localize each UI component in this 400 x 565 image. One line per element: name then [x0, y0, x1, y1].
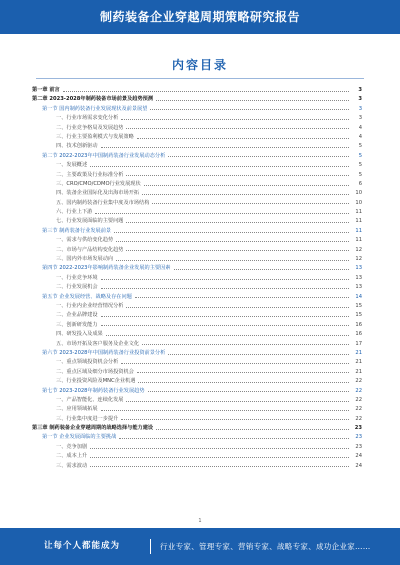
- toc-entry-label: 二、行业发展机会: [56, 284, 98, 291]
- toc-entry-page: 11: [355, 237, 362, 244]
- toc-entry-page: 24: [355, 453, 362, 460]
- toc-entry-label: 一、行业市场需求变化分析: [56, 115, 119, 122]
- toc-entry-label: 三、创新研发能力: [56, 321, 98, 328]
- toc-entry-page: 3: [358, 87, 362, 93]
- toc-leader-dots: [119, 437, 349, 439]
- toc-entry[interactable]: [32, 405, 362, 414]
- toc-heading: 内容目录: [171, 58, 228, 72]
- toc-leader-dots: [90, 165, 349, 167]
- toc-leader-dots: [116, 259, 349, 261]
- toc-entry-label: 三、行业集中度进一步提升: [56, 415, 119, 422]
- toc-entry[interactable]: [32, 433, 362, 442]
- toc-leader-dots: [148, 390, 349, 392]
- toc-leader-dots: [101, 324, 349, 326]
- toc-entry-label: 第五节 企业发展经营、战略及存在问题: [42, 293, 132, 300]
- toc-entry[interactable]: [32, 264, 362, 273]
- toc-leader-dots: [138, 381, 349, 383]
- toc-entry[interactable]: [32, 462, 362, 471]
- toc-entry[interactable]: [32, 208, 362, 217]
- toc-entry[interactable]: [32, 274, 362, 283]
- toc-entry-page: 21: [355, 359, 362, 366]
- toc-entry[interactable]: [32, 396, 362, 405]
- toc-entry-page: 22: [355, 396, 362, 403]
- toc-entry-label: 二、应用领域拓展: [56, 406, 98, 413]
- toc-entry-label: 第三节 制药装备行业发展前景: [42, 227, 112, 234]
- toc-entry-label: 二、主要政策及行业标准分析: [56, 171, 124, 178]
- toc-entry-label: 一、行业内企业经营情况分析: [56, 302, 124, 309]
- toc-entry[interactable]: [32, 330, 362, 339]
- toc-entry-page: 23: [355, 443, 362, 450]
- toc-entry-page: 16: [355, 331, 362, 338]
- table-of-contents: [32, 86, 362, 471]
- toc-entry-label: 一、竞争加剧: [56, 443, 88, 450]
- toc-entry-page: 11: [355, 218, 362, 225]
- toc-entry[interactable]: [32, 124, 362, 133]
- toc-entry-label: 六、行业上下游: [56, 209, 93, 216]
- toc-leader-dots: [126, 400, 349, 402]
- toc-entry-label: 第一章 前言: [32, 87, 60, 93]
- toc-leader-dots: [142, 193, 349, 195]
- toc-entry[interactable]: [32, 133, 362, 142]
- toc-entry-page: 13: [355, 284, 362, 291]
- toc-entry-page: 17: [355, 340, 362, 347]
- toc-entry[interactable]: [32, 293, 362, 302]
- toc-entry-page: 24: [355, 462, 362, 469]
- toc-entry[interactable]: [32, 246, 362, 255]
- toc-entry-page: 11: [355, 209, 362, 216]
- toc-entry-label: 第一节 国内制药装备行业发展现状及前景展望: [42, 105, 148, 112]
- toc-entry-page: 10: [355, 190, 362, 197]
- toc-entry-page: 4: [358, 124, 362, 131]
- toc-entry[interactable]: [32, 340, 362, 349]
- toc-entry[interactable]: [32, 152, 362, 161]
- toc-entry[interactable]: [32, 189, 362, 198]
- toc-entry-label: 一、需求与供给变化趋势: [56, 237, 114, 244]
- toc-entry[interactable]: [32, 349, 362, 358]
- report-header-bar: [0, 0, 400, 34]
- toc-entry-label: 第二章 2023-2028年制药装备市场前景及趋势预测: [32, 96, 154, 103]
- toc-entry[interactable]: [32, 368, 362, 377]
- toc-leader-dots: [101, 409, 349, 411]
- toc-entry-label: 第二节 2022-2023年中国制药装备行业发展动态分析: [42, 152, 166, 159]
- toc-entry[interactable]: [32, 302, 362, 311]
- toc-entry[interactable]: [32, 171, 362, 180]
- toc-entry-label: 三、CRO/CMO/CDMO行业发展现状: [56, 180, 141, 187]
- toc-entry-label: 二、成本上升: [56, 453, 88, 460]
- toc-entry-page: 22: [355, 415, 362, 422]
- toc-entry[interactable]: [32, 142, 362, 151]
- toc-leader-dots: [121, 418, 349, 420]
- toc-entry-page: 16: [355, 321, 362, 328]
- toc-leader-dots: [126, 221, 349, 223]
- footer-slogan: 让每个人都能成为: [44, 541, 121, 551]
- toc-entry-label: 四、研发投入及成果: [56, 331, 103, 338]
- toc-entry-label: 一、行业竞争环境: [56, 274, 98, 281]
- toc-entry[interactable]: [32, 387, 362, 396]
- toc-entry[interactable]: [32, 95, 362, 104]
- toc-entry[interactable]: [32, 86, 362, 95]
- report-title: 制药装备企业穿越周期策略研究报告: [99, 10, 300, 24]
- toc-leader-dots: [90, 447, 349, 449]
- toc-entry-page: 15: [355, 302, 362, 309]
- toc-entry-label: 四、技术创新驱动: [56, 143, 98, 150]
- toc-entry-page: 10: [355, 199, 362, 206]
- toc-leader-dots: [137, 137, 349, 139]
- toc-leader-dots: [126, 306, 349, 308]
- toc-leader-dots: [168, 155, 349, 157]
- toc-leader-dots: [126, 174, 349, 176]
- toc-leader-dots: [126, 127, 349, 129]
- toc-entry[interactable]: [32, 217, 362, 226]
- toc-leader-dots: [144, 184, 349, 186]
- toc-entry-page: 3: [358, 96, 362, 103]
- toc-entry-label: 三、需求波动: [56, 462, 88, 469]
- toc-entry-page: 22: [355, 387, 362, 394]
- toc-entry-page: 23: [355, 434, 362, 441]
- toc-leader-dots: [121, 362, 349, 364]
- toc-entry[interactable]: [32, 283, 362, 292]
- toc-entry-label: 第七节 2023-2028年制药装备行业发展趋势: [42, 387, 145, 394]
- toc-entry-label: 二、重点区域及细分市场投资机会: [56, 368, 134, 375]
- toc-entry-page: 12: [355, 246, 362, 253]
- toc-entry-page: 6: [358, 180, 362, 187]
- toc-entry[interactable]: [32, 105, 362, 114]
- toc-entry-label: 四、装备企业国际化及出海市场开拓: [56, 190, 140, 197]
- toc-entry-page: 15: [355, 312, 362, 319]
- toc-entry-page: 23: [354, 425, 362, 432]
- footer-roles: 行业专家、管理专家、营销专家、战略专家、成功企业家……: [160, 542, 371, 551]
- toc-entry-page: 14: [355, 293, 362, 300]
- toc-divider: [36, 78, 364, 79]
- toc-entry-page: 5: [358, 152, 362, 159]
- toc-leader-dots: [121, 118, 349, 120]
- toc-entry-label: 第六节 2023-2028年中国制药装备行业投资前景分析: [42, 349, 166, 356]
- toc-entry-page: 12: [355, 256, 362, 263]
- toc-entry-label: 五、国内制药装备行业集中度及市场结构: [56, 199, 150, 206]
- toc-leader-dots: [168, 353, 349, 355]
- toc-leader-dots: [114, 231, 349, 233]
- toc-entry-label: 二、企业品牌建设: [56, 312, 98, 319]
- toc-leader-dots: [106, 334, 349, 336]
- toc-entry-page: 21: [355, 368, 362, 375]
- toc-entry-label: 三、国内外市场发展动向: [56, 256, 114, 263]
- toc-entry[interactable]: [32, 199, 362, 208]
- toc-leader-dots: [156, 428, 349, 430]
- toc-entry-page: 13: [355, 274, 362, 281]
- toc-entry-page: 11: [355, 227, 362, 234]
- footer-divider: [150, 539, 151, 554]
- toc-leader-dots: [90, 465, 349, 467]
- toc-leader-dots: [116, 240, 349, 242]
- toc-entry-label: 三、行业投资风险及MNC企业机遇: [56, 378, 136, 385]
- toc-entry-label: 二、市场与产品结构变化趋势: [56, 246, 124, 253]
- toc-entry-page: 22: [355, 406, 362, 413]
- toc-entry-page: 22: [355, 378, 362, 385]
- toc-entry-page: 5: [358, 162, 362, 169]
- toc-entry-page: 5: [358, 143, 362, 150]
- toc-entry[interactable]: [32, 415, 362, 424]
- toc-entry[interactable]: [32, 161, 362, 170]
- toc-entry-label: 一、产品智能化、连续化发展: [56, 396, 124, 403]
- toc-entry-label: 一、重点领域投资机会分析: [56, 359, 119, 366]
- toc-entry-page: 3: [358, 115, 362, 122]
- footer-bar: [0, 528, 400, 565]
- toc-entry[interactable]: [32, 227, 362, 236]
- toc-entry[interactable]: [32, 255, 362, 264]
- toc-leader-dots: [142, 343, 349, 345]
- toc-entry[interactable]: [32, 180, 362, 189]
- toc-entry[interactable]: [32, 236, 362, 245]
- toc-entry[interactable]: [32, 358, 362, 367]
- toc-leader-dots: [101, 315, 349, 317]
- page-number: 1: [198, 518, 202, 524]
- toc-leader-dots: [101, 146, 349, 148]
- toc-leader-dots: [126, 249, 349, 251]
- toc-entry[interactable]: [32, 424, 362, 433]
- toc-entry-page: 5: [358, 171, 362, 178]
- toc-leader-dots: [174, 268, 350, 270]
- toc-entry[interactable]: [32, 377, 362, 386]
- toc-entry-page: 13: [355, 265, 362, 272]
- toc-leader-dots: [101, 278, 349, 280]
- toc-leader-dots: [90, 456, 349, 458]
- toc-entry-label: 第一节 企业发展面临的主要挑战: [42, 434, 117, 441]
- toc-entry[interactable]: [32, 452, 362, 461]
- toc-entry-label: 三、行业主要盈利模式与发展策略: [56, 133, 134, 140]
- toc-leader-dots: [63, 90, 349, 92]
- toc-leader-dots: [156, 99, 349, 101]
- toc-leader-dots: [135, 296, 349, 298]
- toc-entry[interactable]: [32, 443, 362, 452]
- toc-leader-dots: [152, 202, 349, 204]
- toc-leader-dots: [150, 108, 349, 110]
- toc-entry-label: 一、发展概述: [56, 162, 88, 169]
- toc-entry-label: 七、行业发展面临的主要问题: [56, 218, 124, 225]
- toc-entry-page: 21: [355, 349, 362, 356]
- toc-leader-dots: [101, 287, 349, 289]
- toc-entry[interactable]: [32, 311, 362, 320]
- toc-entry-page: 3: [358, 105, 362, 112]
- toc-entry-label: 第四节 2022-2023年影响制药装备企业发展的主要因素: [42, 265, 171, 272]
- toc-entry[interactable]: [32, 321, 362, 330]
- toc-entry-label: 第三章 制药装备企业穿越周期的战略选择与能力建设: [32, 425, 154, 432]
- toc-entry-label: 五、市场开拓及客户服务及企业文化: [56, 340, 140, 347]
- toc-entry-label: 二、行业竞争格局及发展趋势: [56, 124, 124, 131]
- toc-entry-page: 4: [358, 133, 362, 140]
- toc-leader-dots: [137, 371, 349, 373]
- toc-entry[interactable]: [32, 114, 362, 123]
- toc-leader-dots: [95, 212, 349, 214]
